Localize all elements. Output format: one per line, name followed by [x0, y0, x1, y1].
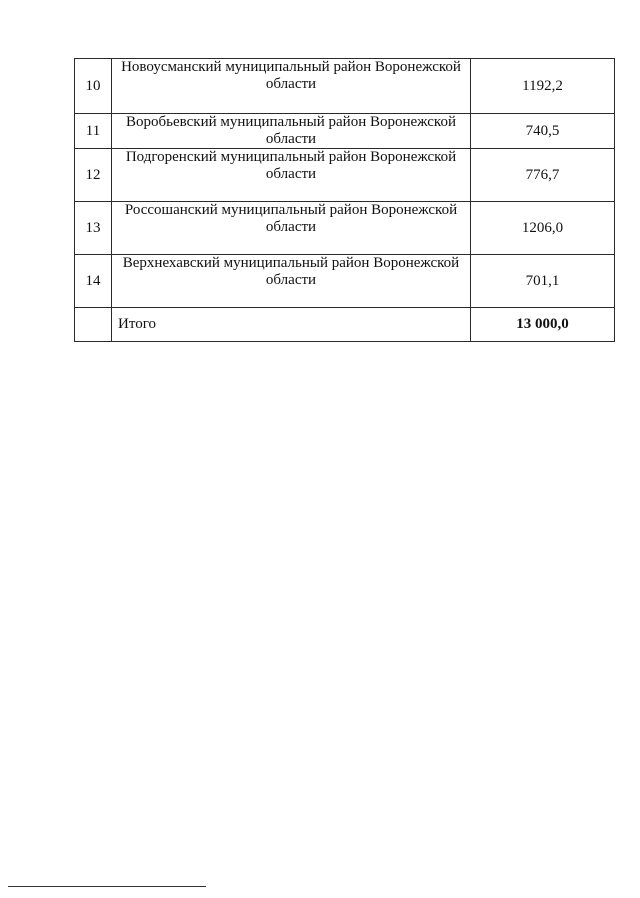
district-name: Новоусманский муниципальный район Воронежской области [112, 59, 471, 114]
total-label: Итого [112, 308, 471, 342]
district-name: Россошанский муниципальный район Воронежской области [112, 202, 471, 255]
row-number: 11 [75, 114, 112, 149]
total-value: 13 000,0 [471, 308, 615, 342]
row-number: 12 [75, 149, 112, 202]
table-row [75, 202, 615, 255]
row-number: 13 [75, 202, 112, 255]
district-name: Воробьевский муниципальный район Воронежской области [112, 114, 471, 149]
table-row [75, 149, 615, 202]
table-row [75, 255, 615, 308]
amount-value: 701,1 [471, 255, 615, 308]
amount-value: 740,5 [471, 114, 615, 149]
amount-value: 1192,2 [471, 59, 615, 114]
total-row [75, 308, 615, 342]
amount-value: 1206,0 [471, 202, 615, 255]
table-row [75, 114, 615, 149]
footnote-separator [8, 886, 206, 887]
row-number: 10 [75, 59, 112, 114]
total-row-number [75, 308, 112, 342]
distribution-table [74, 58, 615, 342]
table-row [75, 59, 615, 114]
district-name: Верхнехавский муниципальный район Воронежской области [112, 255, 471, 308]
district-name: Подгоренский муниципальный район Воронежской области [112, 149, 471, 202]
amount-value: 776,7 [471, 149, 615, 202]
row-number: 14 [75, 255, 112, 308]
